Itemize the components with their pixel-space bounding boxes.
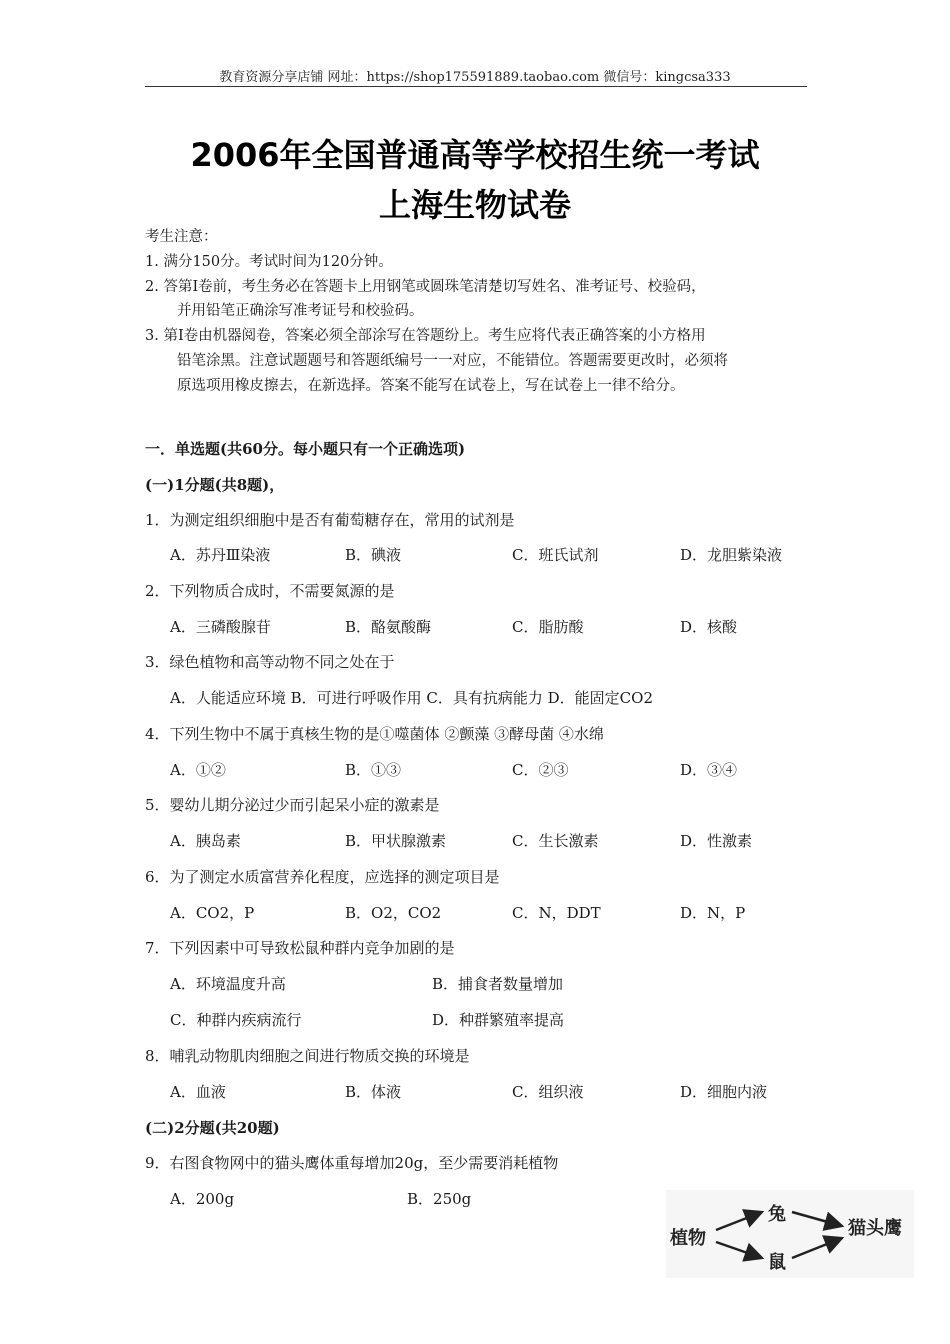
- q4-option-d: D．③④: [680, 761, 738, 779]
- question-8: 8．哺乳动物肌肉细胞之间进行物质交换的环境是: [145, 1047, 470, 1065]
- q1-option-a: A．苏丹Ⅲ染液: [170, 546, 271, 564]
- food-web-mouse: 鼠: [768, 1252, 786, 1273]
- notice-item-1: 1. 满分150分。考试时间为120分钟。: [145, 254, 393, 270]
- question-6: 6．为了测定水质富营养化程度，应选择的测定项目是: [145, 868, 500, 886]
- part-2-heading: (二)2分题(共20题): [145, 1119, 280, 1137]
- q2-option-c: C．脂肪酸: [512, 618, 584, 636]
- q5-option-a: A．胰岛素: [170, 832, 241, 850]
- food-web-plant: 植物: [670, 1228, 706, 1249]
- question-9: 9．右图食物网中的猫头鹰体重每增加20g，至少需要消耗植物: [145, 1154, 559, 1172]
- notice-item-2a: 2. 答第Ⅰ卷前，考生务必在答题卡上用钢笔或圆珠笔清楚切写姓名、准考证号、校验码，: [145, 279, 706, 295]
- food-web-diagram: [666, 1190, 914, 1278]
- notice-item-3c: 原选项用橡皮擦去，在新选择。答案不能写在试卷上，写在试卷上一律不给分。: [177, 378, 685, 394]
- q8-option-d: D．细胞内液: [680, 1083, 768, 1101]
- part-1-heading: (一)1分题(共8题)，: [145, 476, 285, 494]
- q4-option-c: C．②③: [512, 761, 569, 779]
- q1-option-c: C．班氏试剂: [512, 546, 599, 564]
- q4-option-a: A．①②: [170, 761, 226, 779]
- question-1: 1．为测定组织细胞中是否有葡萄糖存在，常用的试剂是: [145, 511, 515, 529]
- q9-option-b: B．250g: [407, 1190, 472, 1208]
- q7-option-b: B．捕食者数量增加: [432, 975, 564, 993]
- q6-option-a: A．CO2，P: [170, 904, 255, 922]
- q7-option-a: A．环境温度升高: [170, 975, 286, 993]
- q5-option-b: B．甲状腺激素: [345, 832, 447, 850]
- title-line-1: 2006年全国普通高等学校招生统一考试: [190, 136, 760, 174]
- q8-option-a: A．血液: [170, 1083, 226, 1101]
- question-4: 4．下列生物中不属于真核生物的是①噬菌体 ②颤藻 ③酵母菌 ④水绵: [145, 725, 604, 743]
- q3-options: A．人能适应环境 B．可进行呼吸作用 C．具有抗病能力 D．能固定CO2: [170, 689, 653, 707]
- q2-option-a: A．三磷酸腺苷: [170, 618, 271, 636]
- q1-option-b: B．碘液: [345, 546, 402, 564]
- q1-option-d: D．龙胆紫染液: [680, 546, 783, 564]
- q7-option-c: C．种群内疾病流行: [170, 1011, 302, 1029]
- q6-option-b: B．O2，CO2: [345, 904, 442, 922]
- question-5: 5．婴幼儿期分泌过少而引起呆小症的激素是: [145, 796, 440, 814]
- q6-option-c: C．N，DDT: [512, 904, 601, 922]
- notice-item-3a: 3. 第Ⅰ卷由机器阅卷，答案必须全部涂写在答题纷上。考生应将代表正确答案的小方格用: [145, 328, 706, 344]
- q2-option-b: B．酪氨酸酶: [345, 618, 432, 636]
- q4-option-b: B．①③: [345, 761, 402, 779]
- food-web-owl: 猫头鹰: [848, 1218, 902, 1239]
- question-3: 3．绿色植物和高等动物不同之处在于: [145, 653, 395, 671]
- notice-item-3b: 铅笔涂黑。注意试题题号和答题纸编号一一对应，不能错位。答题需要更改时，必须将: [177, 353, 728, 369]
- q6-option-d: D．N，P: [680, 904, 746, 922]
- q8-option-c: C．组织液: [512, 1083, 584, 1101]
- question-2: 2．下列物质合成时，不需要氮源的是: [145, 582, 395, 600]
- q8-option-b: B．体液: [345, 1083, 402, 1101]
- q5-option-c: C．生长激素: [512, 832, 599, 850]
- q9-option-a: A．200g: [170, 1190, 235, 1208]
- notice-item-2b: 并用铅笔正确涂写准考证号和校验码。: [177, 303, 424, 319]
- question-7: 7．下列因素中可导致松鼠种群内竞争加剧的是: [145, 939, 455, 957]
- q7-option-d: D．种群繁殖率提高: [432, 1011, 565, 1029]
- q5-option-d: D．性激素: [680, 832, 753, 850]
- food-web-rabbit: 兔: [768, 1204, 786, 1225]
- q2-option-d: D．核酸: [680, 618, 738, 636]
- header-rule: [145, 86, 807, 87]
- page-header: 教育资源分享店铺 网址：https://shop175591889.taobao.com 微信号：kingcsa333: [219, 70, 731, 85]
- title-line-2: 上海生物试卷: [378, 186, 571, 224]
- section-1-heading: 一．单选题(共60分。每小题只有一个正确选项): [145, 440, 466, 458]
- notice-heading: 考生注意：: [145, 229, 218, 245]
